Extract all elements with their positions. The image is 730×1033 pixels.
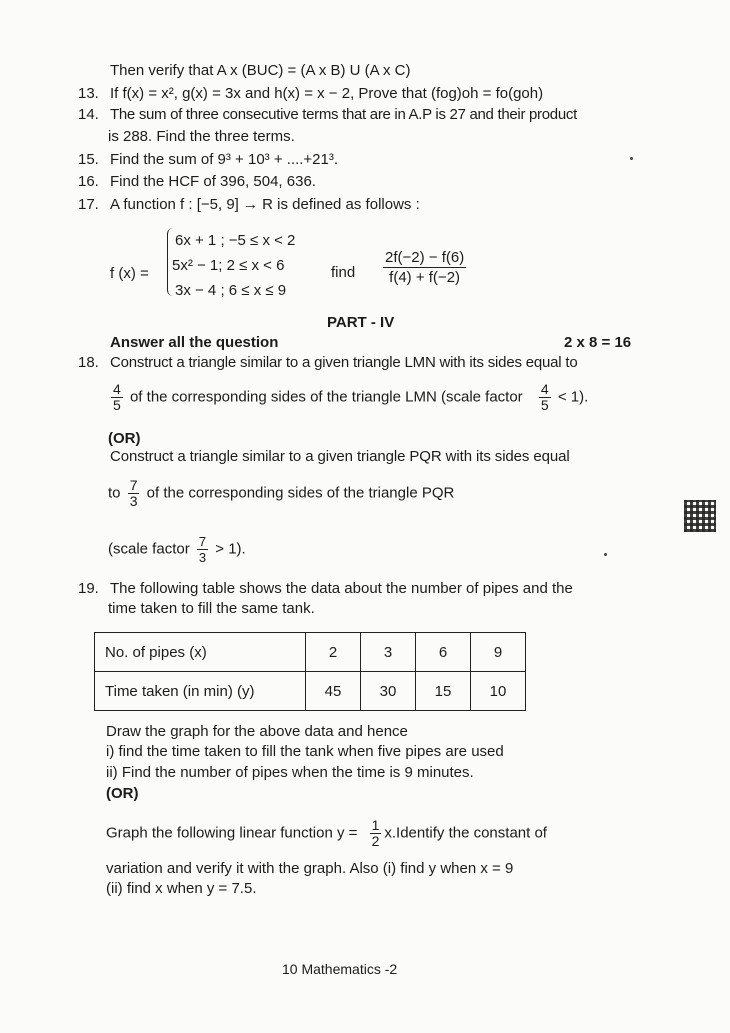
- table-cell: 45: [306, 672, 361, 711]
- q17-fraction: [380, 248, 469, 287]
- q18-frac-den: 5: [113, 397, 121, 413]
- table-cell: 6: [416, 633, 471, 672]
- q18b-text2: of the corresponding sides of the triangle PQR: [146, 484, 455, 502]
- q19b-frac-den: 2: [371, 833, 380, 849]
- q19b-continuation: variation and verify it with the graph. Also (i) find y when x = 9: [106, 860, 514, 877]
- q18b-frac-den: 3: [129, 493, 138, 509]
- q19b-line1: [106, 818, 547, 849]
- table-row: [95, 633, 526, 672]
- q17-piece-1: 6x + 1 ; −5 ≤ x < 2: [175, 232, 296, 249]
- q17-find: find: [331, 264, 356, 281]
- q19-part-i: i) find the time taken to fill the tank when five pipes are used: [106, 743, 504, 760]
- q18-scale-num: 4: [540, 381, 549, 397]
- q18b-scale-line: [108, 534, 246, 565]
- q15-text: Find the sum of 9³ + 10³ + ....+21³.: [110, 151, 339, 168]
- q12-continuation: Then verify that A x (BUC) = (A x B) U (A x C): [110, 62, 411, 79]
- table-row-label: Time taken (in min) (y): [95, 672, 306, 711]
- q18-frac-num: 4: [113, 381, 121, 397]
- q17-piece-2: 5x² − 1; 2 ≤ x < 6: [172, 257, 285, 274]
- q14-continuation: is 288. Find the three terms.: [108, 128, 295, 145]
- q18-number: 18.: [78, 354, 99, 371]
- table-row: [95, 672, 526, 711]
- q19b-text: Graph the following linear function y =: [106, 824, 358, 842]
- q19-number: 19.: [78, 580, 99, 597]
- q13-text: If f(x) = x², g(x) = 3x and h(x) = x − 2, Prove that (fog)oh = fo(goh): [110, 85, 544, 102]
- q14-number: 14.: [78, 106, 99, 123]
- q16-number: 16.: [78, 173, 99, 190]
- instruction: Answer all the question: [110, 334, 279, 351]
- q15-number: 15.: [78, 151, 99, 168]
- q19-text: The following table shows the data about the number of pipes and the: [110, 580, 573, 597]
- part-title: PART - IV: [327, 314, 395, 331]
- q18b-to: to: [108, 484, 121, 502]
- q18b-scale-end: > 1).: [215, 540, 246, 558]
- q16-text: Find the HCF of 396, 504, 636.: [110, 173, 316, 190]
- q18-text2: of the corresponding sides of the triangle LMN (scale factor: [129, 388, 523, 406]
- q18-line2: [108, 382, 588, 413]
- q19-part-ii: ii) Find the number of pipes when the time is 9 minutes.: [106, 764, 474, 781]
- q18b-frac-num: 7: [129, 477, 138, 493]
- q19b-continuation-2: (ii) find x when y = 7.5.: [106, 880, 257, 897]
- q19b-text2: x.Identify the constant of: [384, 824, 547, 842]
- q17-fraction-numerator: 2f(−2) − f(6): [385, 249, 465, 266]
- table-cell: 3: [361, 633, 416, 672]
- q17-fx-label: f (x) =: [110, 265, 149, 282]
- q13-number: 13.: [78, 85, 99, 102]
- marks: 2 x 8 = 16: [564, 334, 632, 351]
- scan-speck: [604, 553, 607, 556]
- table-cell: 10: [471, 672, 526, 711]
- qr-code: [684, 500, 716, 532]
- pipes-table: [94, 632, 526, 711]
- q19-draw: Draw the graph for the above data and hence: [106, 723, 408, 740]
- q17-text: A function f : [−5, 9] → R is defined as follows :: [110, 196, 420, 213]
- q18b-text: Construct a triangle similar to a given triangle PQR with its sides equal: [110, 448, 570, 465]
- q18b-scale-den: 3: [198, 550, 207, 565]
- q19-continuation: time taken to fill the same tank.: [108, 600, 315, 617]
- q18-text3: < 1).: [557, 388, 589, 406]
- q18b-scale: (scale factor: [108, 540, 190, 558]
- q19b-frac-num: 1: [371, 817, 380, 833]
- q17-fraction-denominator: f(4) + f(−2): [389, 269, 461, 286]
- q14-text: The sum of three consecutive terms that are in A.P is 27 and their product: [110, 106, 577, 123]
- table-cell: 15: [416, 672, 471, 711]
- q17-piece-3: 3x − 4 ; 6 ≤ x ≤ 9: [175, 282, 287, 299]
- q18b-scale-num: 7: [198, 534, 207, 549]
- table-row-label: No. of pipes (x): [95, 633, 306, 672]
- table-cell: 9: [471, 633, 526, 672]
- q18-scale-den: 5: [540, 397, 549, 413]
- scan-speck: [630, 157, 633, 160]
- or-separator-2: (OR): [106, 785, 139, 802]
- table-cell: 2: [306, 633, 361, 672]
- page-footer: 10 Mathematics -2: [282, 961, 398, 977]
- table-cell: 30: [361, 672, 416, 711]
- or-separator-1: (OR): [108, 430, 141, 447]
- q18b-line2: [108, 478, 454, 509]
- q18-text: Construct a triangle similar to a given triangle LMN with its sides equal to: [110, 354, 578, 371]
- q17-number: 17.: [78, 196, 99, 213]
